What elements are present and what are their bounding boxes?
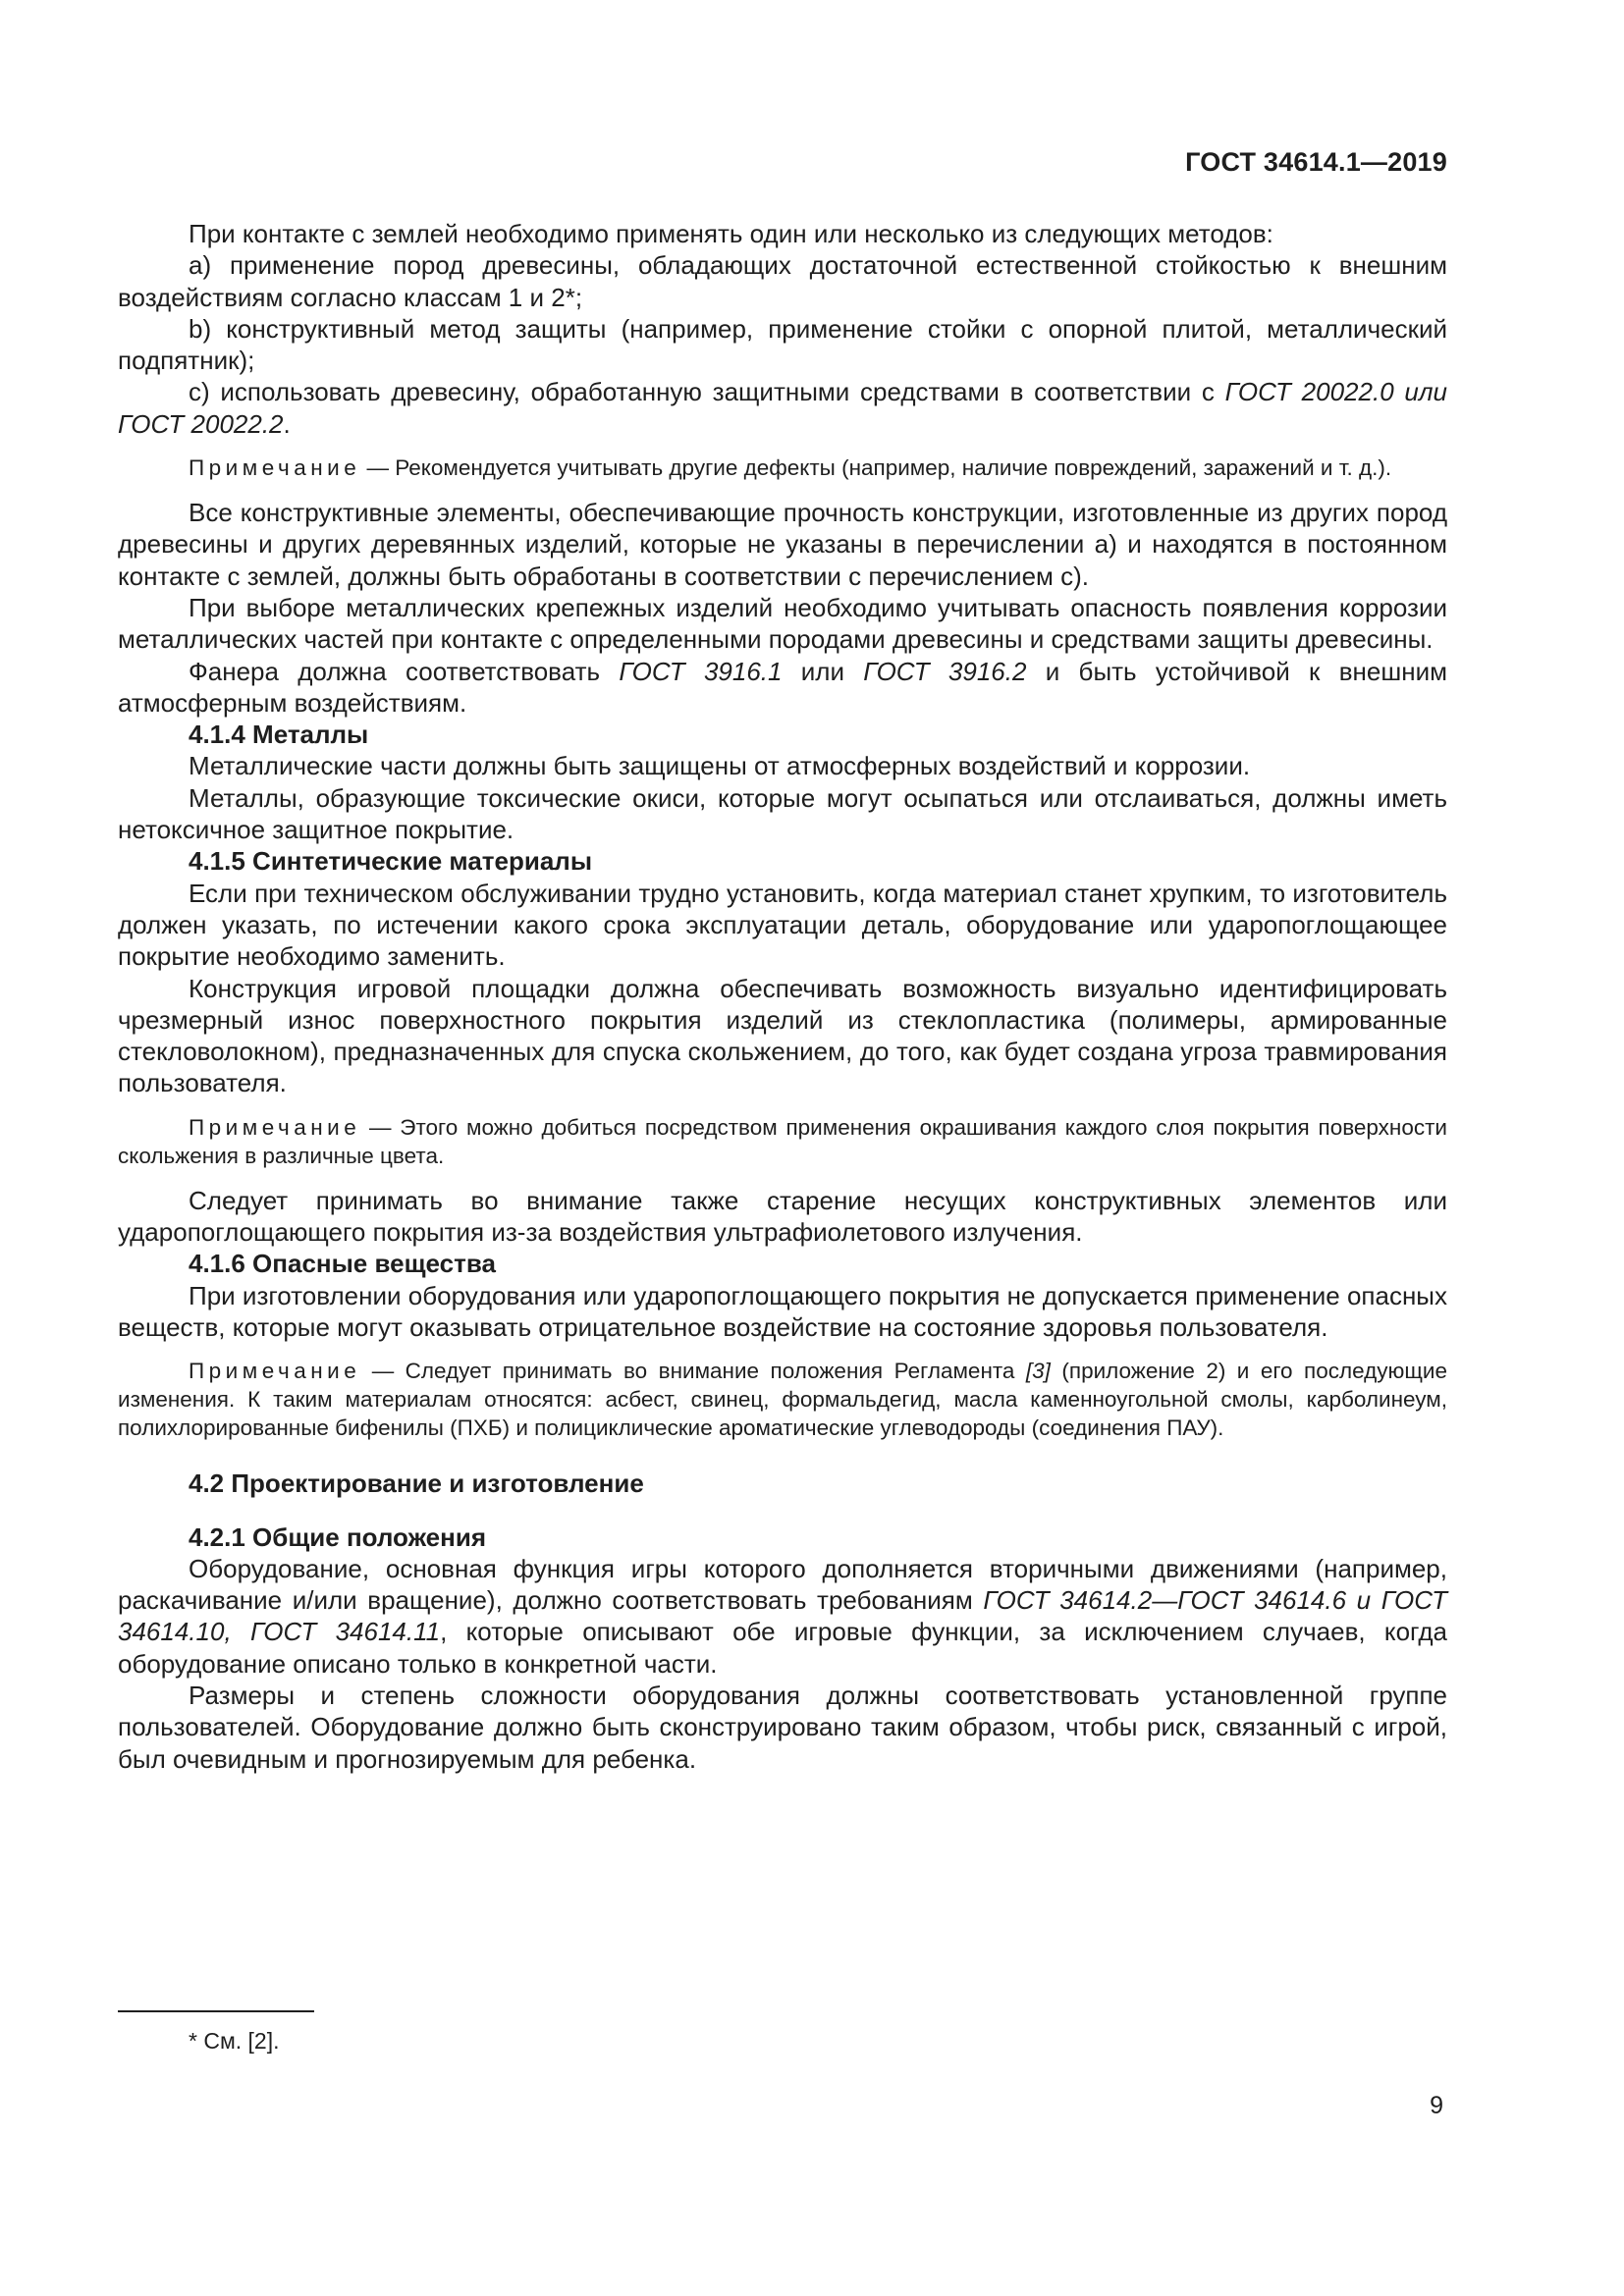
note-text: — Следует принимать во внимание положения Регламента [360,1359,1026,1384]
note-label: Примечание [189,1114,361,1140]
paragraph-synthetic-wear: Конструкция игровой площадки должна обеспечивать возможность визуально идентифицировать чрезмерный износ поверхностного покрытия изделий из стеклопластика (полимеры, армированные стекловолокном), предназначенных для спуска скольжением, до того, как будет создана угроза травмирования пользователя. [118,973,1447,1098]
paragraph-hazardous-substances: При изготовлении оборудования или ударопоглощающего покрытия не допускается применение опасных веществ, которые могут оказывать отрицательное воздействие на состояние здоровья пользователя. [118,1280,1447,1342]
paragraph-synthetic-replacement: Если при техническом обслуживании трудно установить, когда материал станет хрупким, то изготовитель должен указать, по истечении какого срока эксплуатации деталь, оборудование или ударопоглощающее покрытие необходимо заменить. [118,878,1447,972]
standard-reference: ГОСТ 3916.2 [863,656,1027,686]
text-run: c) использовать древесину, обработанную защитными средствами в соответствии с [189,377,1225,407]
text-run: Оборудование, основная функция игры которого дополняется вторичными движениями (например, раскачивание и/или вращение), должно соответствовать требованиям [118,1553,1447,1616]
note-coloring [118,1113,1447,1170]
paragraph-plywood [118,656,1447,720]
note-text: — Этого можно добиться посредством применения окрашивания каждого слоя покрытия поверхности скольжения в различные цвета. [118,1114,1447,1168]
paragraph-metals-coating: Металлы, образующие токсические окиси, которые могут осыпаться или отслаиваться, должны иметь нетоксичное защитное покрытие. [118,782,1447,845]
paragraph-metals-protection: Металлические части должны быть защищены от атмосферных воздействий и коррозии. [189,751,1251,781]
heading-4-1-6: 4.1.6 Опасные вещества [189,1249,496,1279]
note-text: (приложение 2) и его последующие изменения. К таким материалам относятся: асбест, свинец, формальдегид, масла каменноугольной смолы, карболинеум, полихлорированные бифенилы (ПХБ) и полициклические ароматические углеводороды (соединения ПАУ). [118,1359,1447,1441]
page-number: 9 [1430,2092,1443,2119]
paragraph-uv-aging: Следует принимать во внимание также старение несущих конструктивных элементов или ударопоглощающего покрытия из-за воздействия ультрафиолетового излучения. [118,1185,1447,1248]
note-label: Примечание [189,1359,361,1384]
regulation-reference: [3] [1025,1359,1051,1384]
list-item-a: а) применение пород древесины, обладающих достаточной естественной стойкостью к внешним воздействиям согласно классам 1 и 2*; [118,250,1447,312]
page-content [118,218,1447,1775]
standard-reference: или ГОСТ 20022.2 [118,377,1447,439]
heading-4-1-5: 4.1.5 Синтетические материалы [189,846,593,877]
heading-4-2-1: 4.2.1 Общие положения [189,1522,486,1552]
text-run: и быть устойчивой к внешним атмосферным воздействиям. [118,656,1447,718]
document-code: ГОСТ 34614.1—2019 [1185,147,1447,177]
list-item-b: b) конструктивный метод защиты (например, применение стойки с опорной плитой, металлический подпятник); [118,313,1447,376]
footnote: * См. [2]. [189,2028,280,2054]
paragraph-fasteners: При выборе металлических крепежных изделий необходимо учитывать опасность появления коррозии металлических частей при контакте с определенными породами древесины и средствами защиты древесины. [118,592,1447,655]
text-run: Фанера должна соответствовать [189,656,620,686]
standard-reference: ГОСТ 20022.0 [1224,377,1394,407]
footnote-divider [118,2010,314,2012]
standard-reference: ГОСТ 34614.2—ГОСТ 34614.6 и ГОСТ 34614.10, ГОСТ 34614.11 [118,1585,1447,1647]
note-label: Примечание [189,455,361,481]
note-regulation [118,1357,1447,1442]
paragraph-structural-elements: Все конструктивные элементы, обеспечивающие прочность конструкции, изготовленные из других пород древесины и других деревянных изделий, которые не указаны в перечислении а) и находятся в постоянном контакте с землей, должны быть обработаны в соответствии с перечислением с). [118,498,1447,591]
paragraph-contact-methods: При контакте с землей необходимо применять один или несколько из следующих методов: [189,219,1273,248]
note-defects [118,454,1447,482]
heading-4-2: 4.2 Проектирование и изготовление [189,1468,644,1499]
text-run: , которые описывают обе игровые функции, за исключением случаев, когда оборудование описано только в конкретной части. [118,1617,1447,1679]
text-run [1394,377,1405,406]
list-item-c [118,376,1447,440]
text-run: . [283,408,291,439]
standard-reference: ГОСТ 3916.1 [619,656,783,686]
paragraph-sizes-complexity: Размеры и степень сложности оборудования должны соответствовать установленной группе пользователей. Оборудование должно быть сконструировано таким образом, чтобы риск, связанный с игрой, был очевидным и прогнозируемым для ребенка. [118,1680,1447,1774]
text-run: или [782,656,864,686]
paragraph-general-requirements [118,1553,1447,1680]
heading-4-1-4: 4.1.4 Металлы [189,720,369,750]
note-text: — Рекомендуется учитывать другие дефекты (например, наличие повреждений, заражений и т. д.). [360,455,1392,481]
